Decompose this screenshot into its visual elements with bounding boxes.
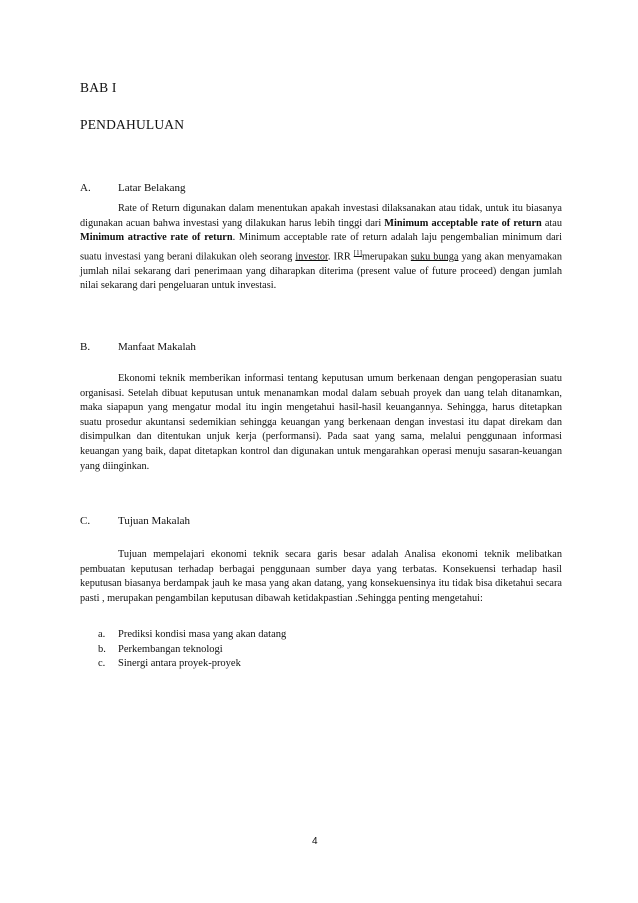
section-a-letter: A.: [80, 182, 91, 194]
page-number: 4: [312, 836, 318, 847]
link-suku-bunga[interactable]: suku bunga: [410, 251, 459, 263]
section-b-title: Manfaat Makalah: [118, 341, 196, 353]
section-a-title: Latar Belakang: [118, 182, 186, 194]
section-b-paragraph: Ekonomi teknik memberikan informasi tentang keputusan umum berkenaan dengan pengoperasian suatu organisasi. Setelah dibuat keputusan untuk menanamkan modal dalam sebuah proyek dan uang telah ditanamkan, maka siapapun yang mengatur modal itu ingin mengetahui hasil-hasil keuangannya. Sehingga, harus ditetapkan suatu prosedur akuntansi sedemikian sehingga keuangan yang berkenaan dengan investasi itu dapat direkam dan disimpulkan dan ditentukan unjuk kerja (performansi). Pada saat yang sama, melalui penggunaan informasi keuangan yang baik, dapat ditetapkan kontrol dan digunakan untuk mengarahkan operasi menuju sasaran-keuangan yang diinginkan.: [80, 373, 562, 472]
section-c-title: Tujuan Makalah: [118, 515, 191, 527]
section-c-letter: C.: [80, 515, 91, 527]
bold-term-atractive: Minimum atractive rate of return: [80, 232, 233, 244]
list-item: a. Prediksi kondisi masa yang akan datang: [98, 629, 287, 640]
list-item: c. Sinergi antara proyek-proyek: [98, 658, 241, 670]
chapter-title: PENDAHULUAN: [80, 117, 185, 132]
section-b-letter: B.: [80, 341, 91, 353]
list-item: b. Perkembangan teknologi: [98, 643, 223, 655]
section-c-paragraph: Tujuan mempelajari ekonomi teknik secara garis besar adalah Analisa ekonomi teknik melibatkan pembuatan keputusan terhadap berbagai penggunaan sumber daya yang terbatas. Konsekuensi terhadap hasil keputusan biasanya berdampak jauh ke masa yang akan datang, yang konsekuensinya itu tidak bisa diketahui secara pasti , merupakan pengambilan keputusan dibawah ketidakpastian .Sehingga penting mengetahui:: [80, 549, 562, 604]
link-investor[interactable]: investor: [295, 251, 328, 263]
section-a-paragraph: Rate of Return digunakan dalam menentukan apakah investasi dilaksanakan atau tidak, untuk itu biasanya digunakan acuan bahwa investasi yang dilakukan harus lebih tinggi dari Minimum acceptable rate of return atau Minimum atractive rate of return. Minimum acceptable rate of return adalah laju pengembalian minimum dari suatu investasi yang berani dilakukan oleh seorang investor. IRR [1]merupakan suku bunga yang akan menyamakan jumlah nilai sekarang dari penerimaan yang diharapkan diterima (present value of future proceed) dengan jumlah nilai sekarang dari pengeluaran untuk investasi.: [80, 203, 563, 292]
chapter-label: BAB I: [80, 80, 117, 95]
bold-term-acceptable: Minimum acceptable rate of return: [384, 217, 542, 229]
objective-list: [98, 628, 286, 672]
reference-link[interactable]: [1]: [353, 248, 362, 257]
